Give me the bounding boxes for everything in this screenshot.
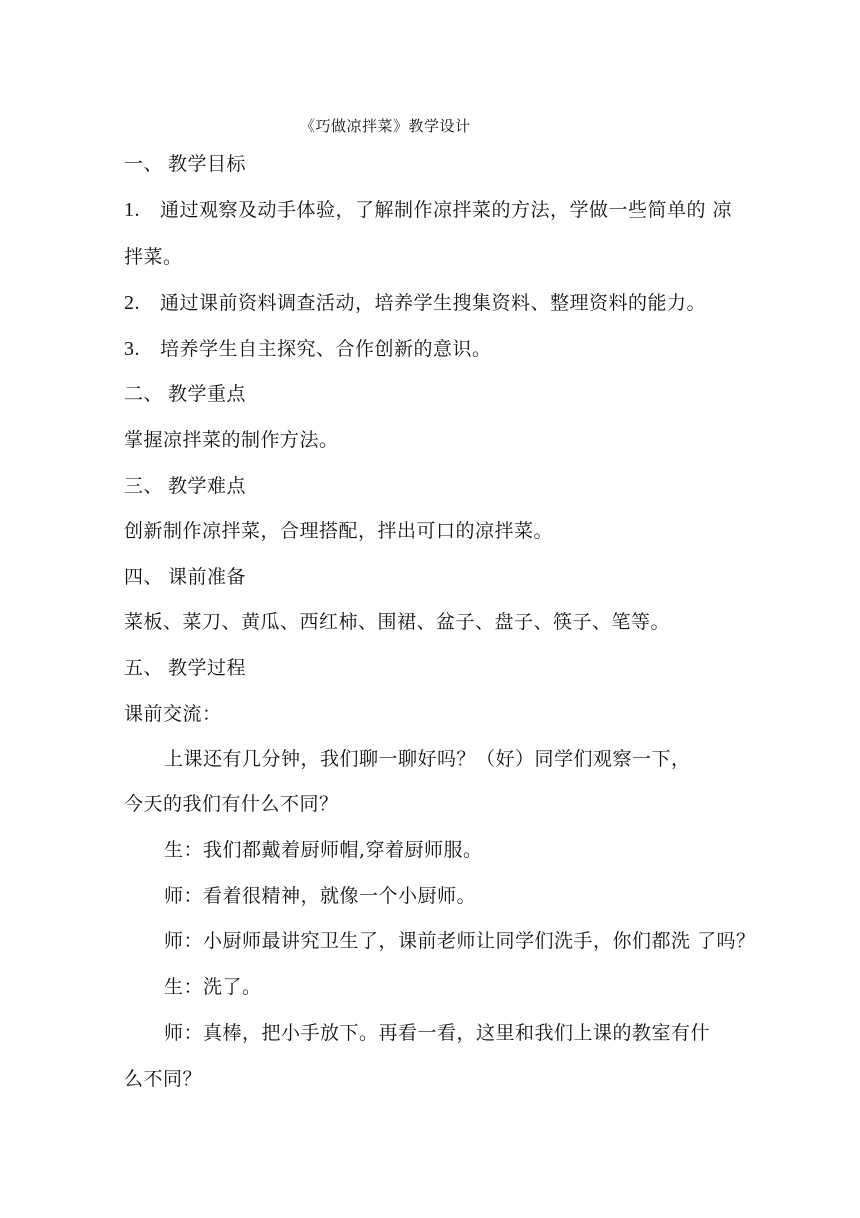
- section-number: 一、: [124, 153, 164, 175]
- item-number: 3.: [124, 338, 140, 360]
- objective-item-3: [124, 337, 492, 361]
- section-heading-3: [124, 474, 246, 498]
- document-title: 《巧做凉拌菜》教学设计: [300, 117, 471, 135]
- section-number: 四、: [124, 566, 164, 588]
- item-text: 通过课前资料调查活动，培养学生搜集资料、整理资料的能力。: [160, 292, 707, 314]
- section-title: 教学目标: [168, 153, 247, 175]
- dialogue-paragraph-1: 上课还有几分钟，我们聊一聊好吗？（好）同学们观察一下，: [164, 748, 691, 770]
- section-title: 课前准备: [168, 566, 247, 588]
- item-number: 2.: [124, 292, 140, 314]
- dialogue-paragraph-1-continuation: 今天的我们有什么不同？: [124, 793, 339, 815]
- dialogue-line-4: 师：小厨师最讲究卫生了，课前老师让同学们洗手，你们都洗 了吗？: [164, 930, 756, 952]
- section-title: 教学过程: [168, 657, 247, 679]
- process-subheading: 课前交流：: [124, 703, 222, 725]
- dialogue-line-6-continuation: 么不同？: [124, 1068, 203, 1090]
- section-body-2: 掌握凉拌菜的制作方法。: [124, 429, 339, 451]
- item-text: 通过观察及动手体验，了解制作凉拌菜的方法，学做一些简单的 凉: [160, 199, 733, 221]
- dialogue-line-6: 师：真棒，把小手放下。再看一看，这里和我们上课的教室有什: [164, 1022, 711, 1044]
- section-body-4: 菜板、菜刀、黄瓜、西红柿、围裙、盆子、盘子、筷子、笔等。: [124, 611, 671, 633]
- item-text: 培养学生自主探究、合作创新的意识。: [160, 338, 492, 360]
- dialogue-line-3: 师：看着很精神，就像一个小厨师。: [164, 885, 477, 907]
- section-body-3: 创新制作凉拌菜，合理搭配，拌出可口的凉拌菜。: [124, 520, 554, 542]
- section-number: 二、: [124, 383, 164, 405]
- section-heading-4: [124, 565, 246, 589]
- section-heading-2: [124, 382, 246, 406]
- objective-item-1-continuation: 拌菜。: [124, 246, 183, 268]
- section-title: 教学重点: [168, 383, 247, 405]
- item-number: 1.: [124, 199, 140, 221]
- dialogue-line-2: 生：我们都戴着厨师帽,穿着厨师服。: [164, 839, 483, 861]
- section-heading-5: [124, 656, 246, 680]
- section-heading-1: [124, 152, 246, 176]
- section-number: 三、: [124, 475, 164, 497]
- section-number: 五、: [124, 657, 164, 679]
- objective-item-1: [124, 198, 732, 222]
- dialogue-line-5: 生：洗了。: [164, 976, 262, 998]
- objective-item-2: [124, 291, 706, 315]
- section-title: 教学难点: [168, 475, 247, 497]
